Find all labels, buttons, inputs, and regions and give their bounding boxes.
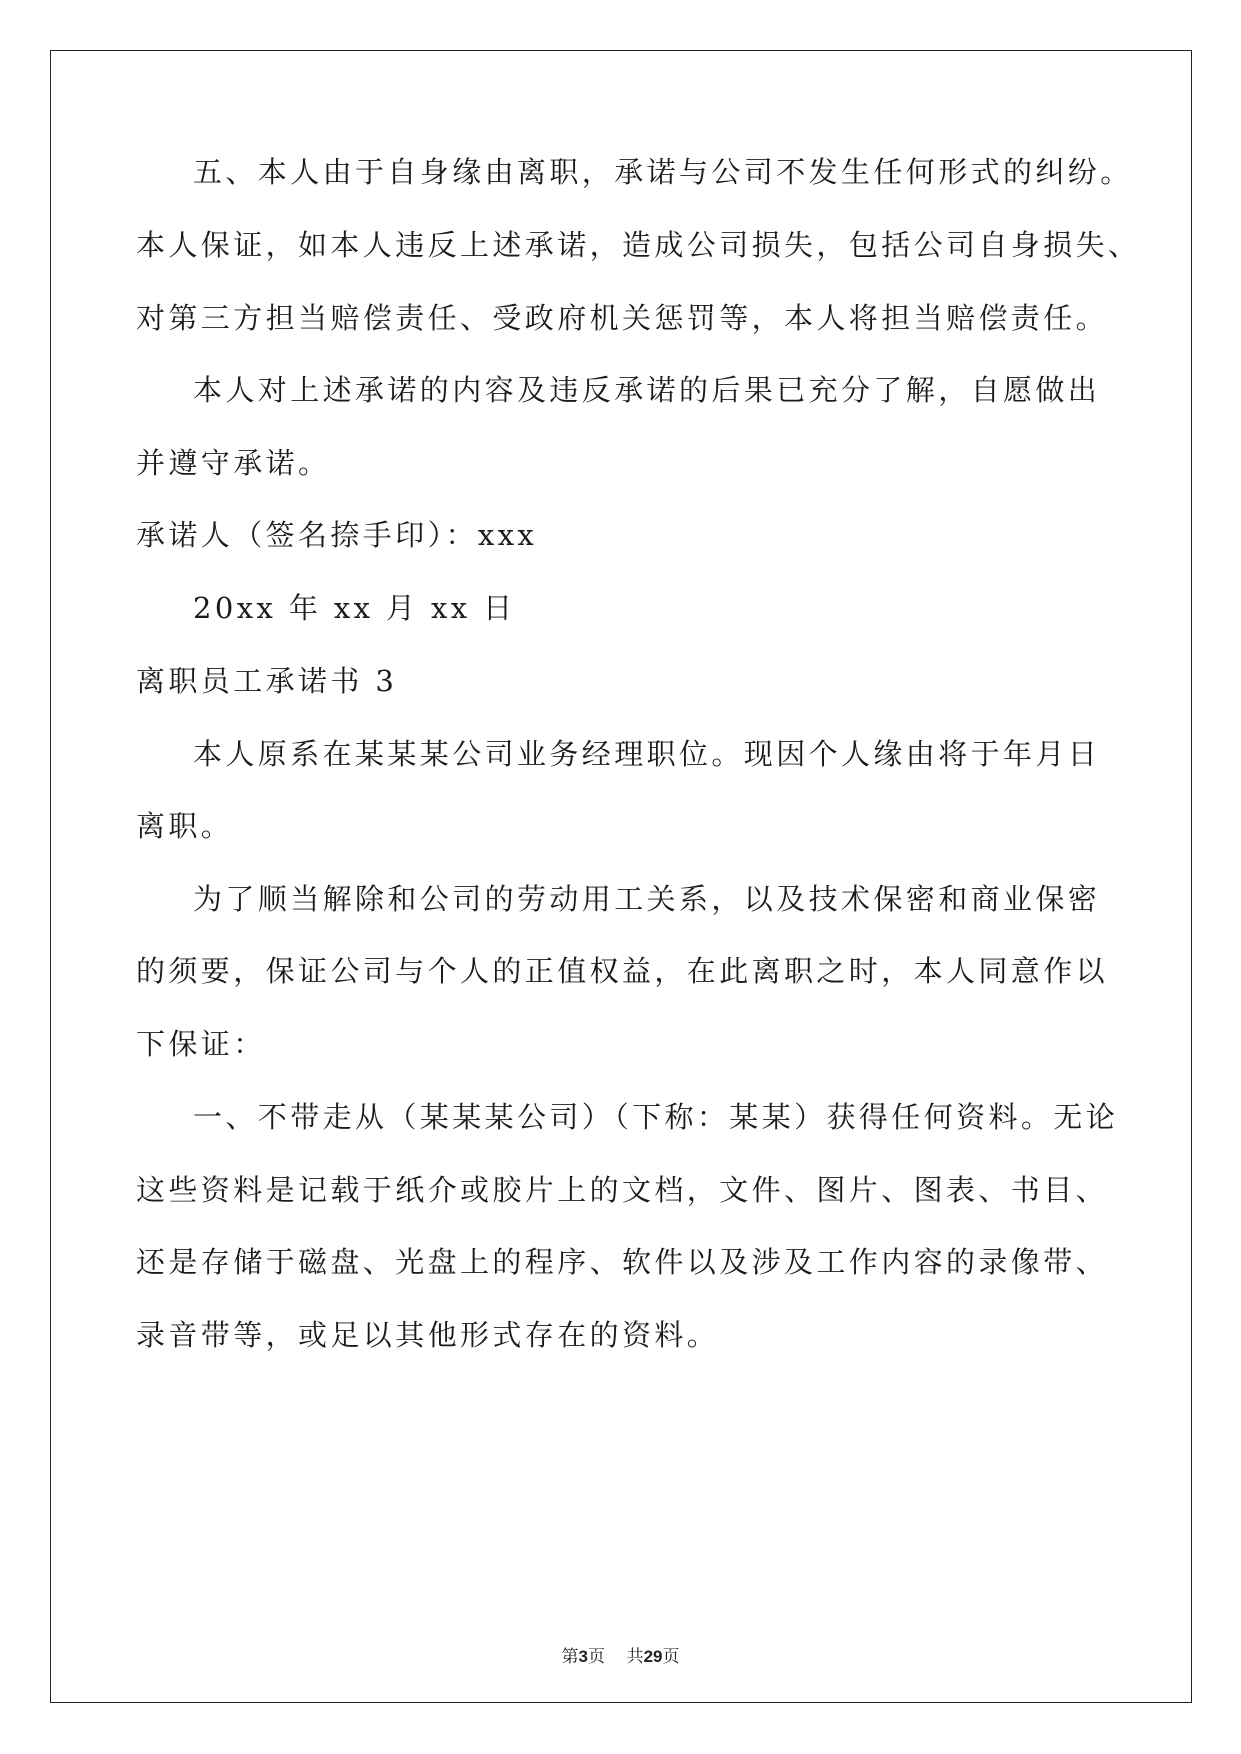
paragraph-line: 这些资料是记载于纸介或胶片上的文档，文件、图片、图表、书目、 bbox=[136, 1173, 1109, 1207]
paragraph-line: 本人对上述承诺的内容及违反承诺的后果已充分了解，自愿做出 bbox=[193, 373, 1101, 407]
paragraph-line: 对第三方担当赔偿责任、受政府机关惩罚等，本人将担当赔偿责任。 bbox=[136, 301, 1109, 335]
page-prefix: 第 bbox=[561, 1647, 579, 1667]
paragraph-line: 录音带等，或足以其他形式存在的资料。 bbox=[136, 1318, 720, 1352]
paragraph-line: 并遵守承诺。 bbox=[136, 446, 331, 480]
page-mid: 页 共 bbox=[587, 1647, 644, 1667]
paragraph-line: 为了顺当解除和公司的劳动用工关系，以及技术保密和商业保密 bbox=[193, 882, 1101, 916]
page-number-footer bbox=[0, 1645, 1241, 1669]
page-total: 29 bbox=[643, 1647, 663, 1666]
paragraph-line: 本人保证，如本人违反上述承诺，造成公司损失，包括公司自身损失、 bbox=[136, 228, 1141, 262]
paragraph-line: 还是存储于磁盘、光盘上的程序、软件以及涉及工作内容的录像带、 bbox=[136, 1245, 1109, 1279]
paragraph-line: 一、不带走从（某某某公司）（下称：某某）获得任何资料。无论 bbox=[193, 1100, 1119, 1134]
section-title: 离职员工承诺书 3 bbox=[136, 664, 398, 698]
paragraph-line: 下保证： bbox=[136, 1027, 266, 1061]
page-current: 3 bbox=[578, 1647, 588, 1666]
paragraph-line: 本人原系在某某某公司业务经理职位。现因个人缘由将于年月日 bbox=[193, 737, 1101, 771]
paragraph-line: 的须要，保证公司与个人的正值权益，在此离职之时，本人同意作以 bbox=[136, 954, 1109, 988]
date-line: 20xx 年 xx 月 xx 日 bbox=[193, 591, 516, 625]
paragraph-line: 五、本人由于自身缘由离职，承诺与公司不发生任何形式的纠纷。 bbox=[193, 155, 1133, 189]
paragraph-line: 离职。 bbox=[136, 809, 234, 843]
page-suffix: 页 bbox=[662, 1647, 680, 1667]
signature-line: 承诺人（签名捺手印）：xxx bbox=[136, 518, 538, 552]
